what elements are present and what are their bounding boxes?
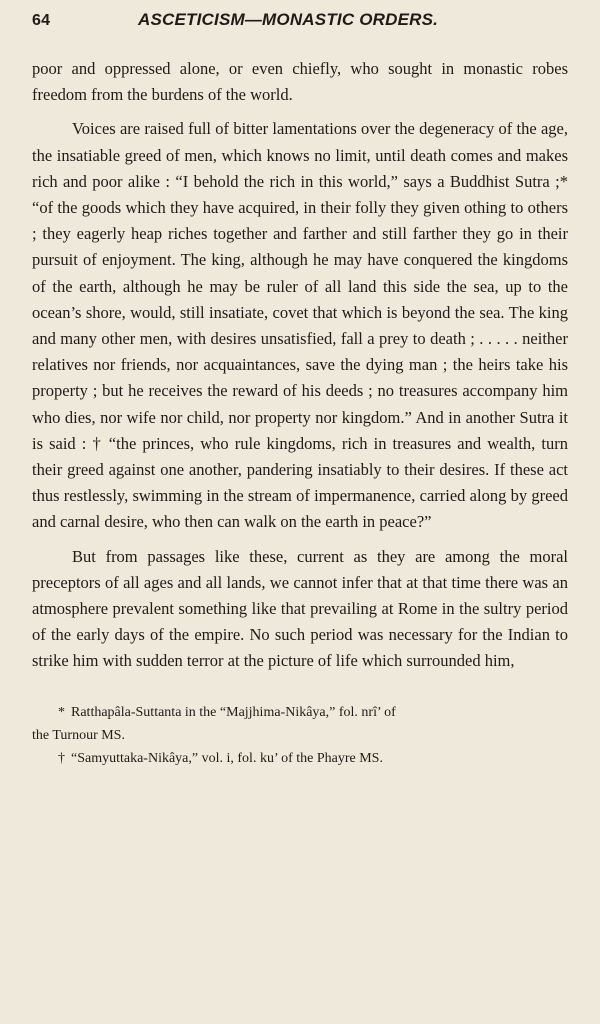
paragraph-continued: poor and oppressed alone, or even chiefly, who sought in monastic robes freedom from the burdens of the world. bbox=[32, 59, 568, 105]
page-number: 64 bbox=[32, 12, 51, 29]
footnote-marker: † bbox=[58, 750, 65, 766]
footnote-1 bbox=[58, 701, 568, 724]
footnote-text: “Samyuttaka-Nikâya,” vol. i, fol. ku’ of the Phayre MS. bbox=[71, 750, 383, 766]
body-text bbox=[32, 56, 568, 675]
paragraph-lamentations: Voices are raised full of bitter lamentations over the degeneracy of the age, the insatiable greed of men, which knows no limit, until death comes and makes rich and poor alike : “I behold the rich in this world,” says a Buddhist Sutra ;* “of the goods which they have acquired, in their folly they given othing to others ; they eagerly heap riches together and farther and still farther they go in their pursuit of enjoyment. The king, although he may have conquered the kingdoms of the earth, although he may be ruler of all land this side the sea, up to the ocean’s shore, would, still insatiate, covet that which is beyond the sea. The king and many other men, with desires unsatisfied, fall a prey to death ; . . . . . neither relatives nor friends, nor acquaintances, save the dying man ; the heirs take his property ; but he receives the reward of his deeds ; no treasures accompany him who dies, nor wife nor child, nor property nor kingdom.” And in another Sutra it is said : † “the princes, who rule kingdoms, rich in treasures and wealth, turn their greed against one another, pandering insatiably to their desires. If these act thus restlessly, swimming in the stream of impermanence, carried along by greed and carnal desire, who then can walk on the earth in peace?” bbox=[32, 119, 568, 532]
footnote-marker: * bbox=[58, 704, 65, 720]
footnotes bbox=[32, 701, 568, 770]
running-head: ASCETICISM—MONASTIC ORDERS. bbox=[138, 10, 439, 29]
footnote-1-continuation: the Turnour MS. bbox=[32, 727, 125, 743]
paragraph-passages: But from passages like these, current as they are among the moral preceptors of all ages and all lands, we cannot infer that at that time there was an atmosphere prevalent something like that prevailing at Rome in the sultry period of the early days of the empire. No such period was necessary for the Indian to strike him with sudden terror at the picture of life which surrounded him, bbox=[32, 546, 568, 671]
footnote-text: Ratthapâla-Suttanta in the “Majjhima-Nikâya,” fol. nrî’ of bbox=[71, 704, 396, 720]
page-header bbox=[32, 10, 568, 46]
footnote-2 bbox=[58, 747, 568, 770]
